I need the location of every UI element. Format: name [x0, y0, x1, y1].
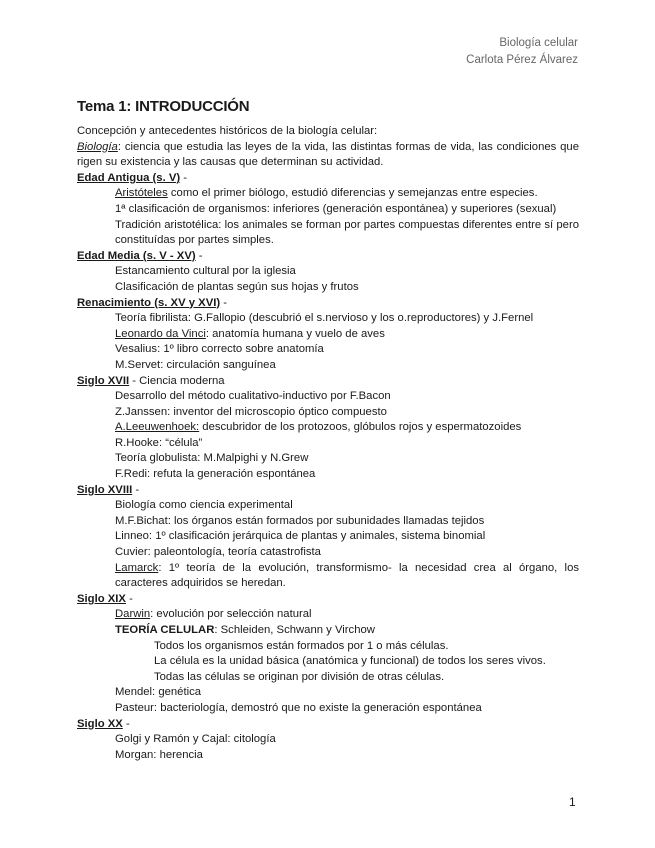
- page-title: Tema 1: INTRODUCCIÓN: [77, 98, 250, 115]
- list-item: Pasteur: bacteriología, demostró que no existe la generación espontánea: [115, 701, 482, 714]
- list-item: Mendel: genética: [115, 686, 202, 699]
- list-item: 1ª clasificación de organismos: inferiores (generación espontánea) y superiores (sexual): [115, 202, 557, 215]
- section-xvii: Siglo XVII - Ciencia moderna: [77, 374, 225, 387]
- list-item: Aristóteles como el primer biólogo, estudió diferencias y semejanzas entre especies.: [115, 187, 538, 200]
- section-media: Edad Media (s. V - XV) -: [77, 249, 203, 262]
- teoria-celular: TEORÍA CELULAR: Schleiden, Schwann y Virchow: [115, 624, 375, 636]
- list-item: R.Hooke: “célula”: [115, 436, 203, 449]
- intro-definition: [77, 140, 579, 171]
- section-renacimiento: Renacimiento (s. XV y XVI) -: [77, 296, 228, 309]
- section-heading: Siglo XIX: [77, 592, 126, 605]
- list-item: M.Servet: circulación sanguínea: [115, 358, 276, 371]
- list-item: Z.Janssen: inventor del microscopio óptico compuesto: [115, 405, 387, 418]
- list-item: Darwin: evolución por selección natural: [115, 608, 312, 621]
- section-xix: Siglo XIX -: [77, 592, 133, 605]
- section-heading: Edad Antigua (s. V): [77, 171, 181, 184]
- intro-heading: Concepción y antecedentes históricos de la biología celular:: [77, 125, 378, 137]
- list-item: Tradición aristotélica: los animales se forman por partes compuestas diferentes entre sí pero constituídas por partes simples.: [115, 218, 579, 247]
- biologia-term: Biología: [77, 140, 118, 153]
- list-item: M.F.Bichat: los órganos están formados por subunidades llamadas tejidos: [115, 514, 485, 527]
- section-xviii: Siglo XVIII -: [77, 483, 140, 496]
- list-item: Golgi y Ramón y Cajal: citología: [115, 733, 276, 746]
- biologia-definition: : ciencia que estudia las leyes de la vida, las distintas formas de vida, las condiciones que rigen su existencia y las causas que determinan su actividad.: [77, 140, 579, 169]
- list-item: Teoría globulista: M.Malpighi y N.Grew: [115, 452, 309, 465]
- section-heading: Siglo XVIII: [77, 483, 133, 496]
- header-author: Carlota Pérez Álvarez: [466, 54, 578, 66]
- section-xx: Siglo XX -: [77, 717, 130, 730]
- list-item: Clasificación de plantas según sus hojas y frutos: [115, 280, 359, 293]
- header-subject: Biología celular: [499, 37, 578, 49]
- list-item: A.Leeuwenhoek: descubridor de los protozoos, glóbulos rojos y espermatozoides: [115, 421, 522, 434]
- section-antigua: Edad Antigua (s. V) -: [77, 171, 188, 184]
- section-heading: Renacimiento (s. XV y XVI): [77, 296, 221, 309]
- list-item: La célula es la unidad básica (anatómica y funcional) de todos los seres vivos.: [154, 655, 546, 668]
- section-heading: Edad Media (s. V - XV): [77, 249, 196, 262]
- list-item: Todos los organismos están formados por 1 o más células.: [154, 639, 449, 652]
- list-item: Linneo: 1º clasificación jerárquica de plantas y animales, sistema binomial: [115, 530, 486, 543]
- list-item: Leonardo da Vinci: anatomía humana y vuelo de aves: [115, 327, 385, 340]
- document-body: [77, 124, 579, 763]
- section-heading: Siglo XX: [77, 717, 123, 730]
- list-item: F.Redi: refuta la generación espontánea: [115, 468, 316, 481]
- list-item: Morgan: herencia: [115, 748, 203, 761]
- page-number: 1: [569, 795, 576, 809]
- list-item: Lamarck: 1º teoría de la evolución, transformismo- la necesidad crea al órgano, los caracteres adquiridos se heredan.: [115, 561, 579, 590]
- list-item: Desarrollo del método cualitativo-inductivo por F.Bacon: [115, 390, 391, 403]
- section-heading: Siglo XVII: [77, 374, 130, 387]
- list-item: Teoría fibrilista: G.Fallopio (descubrió el s.nervioso y los o.reproductores) y J.Fernel: [115, 312, 534, 325]
- list-item: Estancamiento cultural por la iglesia: [115, 265, 296, 278]
- list-item: Vesalius: 1º libro correcto sobre anatomía: [115, 343, 324, 356]
- list-item: Biología como ciencia experimental: [115, 499, 293, 512]
- list-item: Cuvier: paleontología, teoría catastrofista: [115, 546, 321, 559]
- list-item: Todas las células se originan por división de otras células.: [154, 670, 445, 683]
